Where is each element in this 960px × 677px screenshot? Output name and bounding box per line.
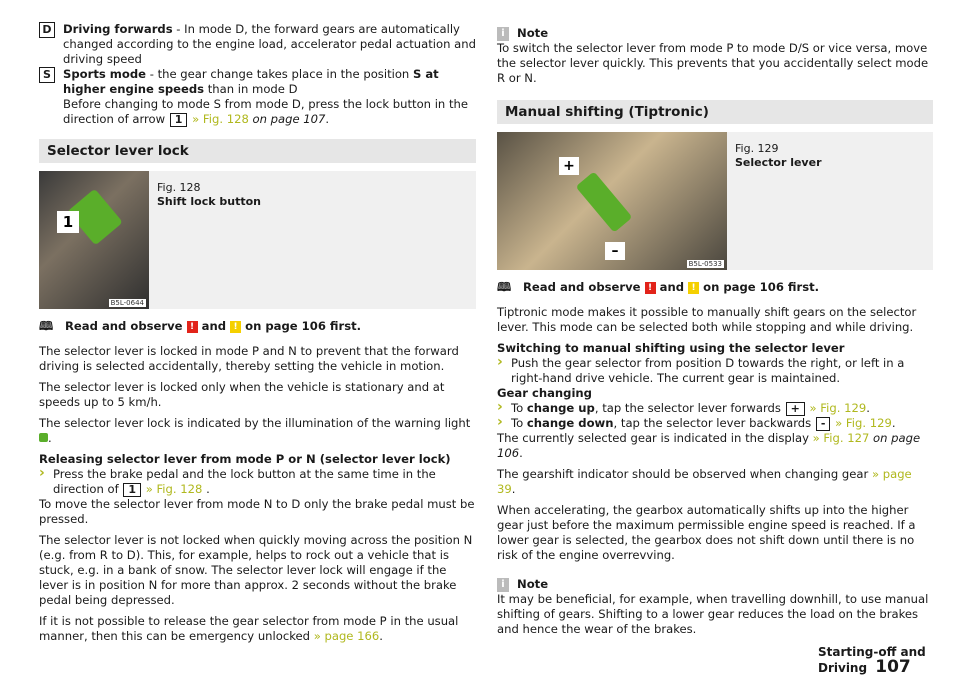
note-2-text: It may be beneficial, for example, when travelling downhill, to use manual shifting of gears. Shifting to a lower gear reduces the load on the brakes and hence the wear of the brakes.: [497, 592, 929, 636]
item-driving-forwards: [39, 22, 476, 67]
right-column: [497, 22, 933, 643]
fig-127-link[interactable]: » Fig. 127: [812, 431, 870, 445]
page-ref: on page 107: [252, 112, 326, 126]
image-code: B5L-0644: [110, 299, 144, 307]
caution-icon[interactable]: !: [230, 321, 241, 333]
figure-129: [497, 132, 933, 270]
s-text3: Before changing to mode S from mode D, press the lock button in the direction of arrow: [63, 97, 468, 126]
fig-number-2: Fig. 129: [735, 142, 779, 155]
fig-number: Fig. 128: [157, 181, 201, 194]
info-icon: i: [497, 27, 509, 41]
plus-box: +: [786, 402, 805, 416]
para-r4: When accelerating, the gearbox automatically shifts up into the higher gear just before the maximum permissible engine speed is reached. If a lower gear is selected, the gearbox does not shift down until there is no risk of the engine overrevving.: [497, 503, 916, 562]
page-footer: [818, 645, 960, 676]
note-heading-2: i Note: [497, 577, 933, 592]
info-icon: i: [497, 578, 509, 592]
d-text: - In mode D, the forward gears are automatically changed according to the engine load, accelerator pedal actuation and driving speed: [63, 22, 476, 66]
s-bold: S at higher engine speeds: [63, 67, 439, 96]
mode-s-tag: S: [39, 67, 55, 83]
book-icon: 🕮: [39, 319, 54, 333]
subheading-gear: Gear changing: [497, 386, 592, 400]
fig-129-link-2[interactable]: » Fig. 129: [835, 416, 892, 430]
arrow-1-box: 1: [170, 113, 188, 127]
read-and: and: [201, 319, 227, 333]
para-3: The selector lever lock is indicated by the illumination of the warning light .: [39, 416, 471, 445]
bullet-release: › Press the brake pedal and the lock button at the same time in the direction of 1 » Fig. 128 .: [39, 467, 476, 497]
fig-128-link[interactable]: » Fig. 128: [192, 112, 249, 126]
read-b: on page 106 first.: [245, 319, 362, 333]
page-166-link[interactable]: » page 166: [313, 629, 380, 643]
fig-128-link-2[interactable]: » Fig. 128: [145, 482, 203, 496]
selector-lever-image: [497, 132, 727, 270]
para-r3: The gearshift indicator should be observed when changing gear » page 39.: [497, 467, 912, 496]
item-sports-mode: S Sports mode - the gear change takes place in the position S at higher engine speeds than in mode D Before changing to mode S from mode D, press the lock button in the direction of arrow 1 » Fig. 128 on page 107.: [39, 67, 476, 127]
fig-title: Shift lock button: [157, 195, 262, 208]
bullet-change-up: › To change up, tap the selector lever forwards + » Fig. 129.: [497, 401, 933, 416]
note-1-text: To switch the selector lever from mode P to mode D/S or vice versa, move the selector lever quickly. This prevents that you accidentally select mode R or N.: [497, 41, 929, 85]
arrow-1-box-2: 1: [123, 483, 141, 497]
s-text1: - the gear change takes place in the position: [146, 67, 413, 81]
read-observe-line-2: 🕮 Read and observe ! and ! on page 106 first.: [497, 280, 820, 294]
page-number: 107: [875, 657, 911, 677]
plus-label: +: [559, 157, 579, 175]
bullet-switch: › Push the gear selector from position D towards the right, or left in a right-hand drive vehicle. The current gear is maintained.: [497, 356, 933, 386]
green-double-arrow-icon: [576, 171, 633, 232]
warning-light-icon: [39, 433, 48, 442]
para-r2: The currently selected gear is indicated in the display » Fig. 127 on page 106.: [497, 431, 921, 460]
para-6: If it is not possible to release the gear selector from mode P in the usual manner, then this can be emergency unlocked » page 166.: [39, 614, 459, 643]
image-code-2: B5L-0533: [688, 260, 722, 268]
minus-label: –: [605, 242, 625, 260]
note-heading-1: i Note: [497, 26, 933, 41]
caution-icon[interactable]: !: [688, 282, 699, 294]
page-39-link[interactable]: » page 39: [497, 467, 912, 496]
mode-d-tag: D: [39, 22, 55, 38]
shift-lock-image: [39, 171, 149, 309]
bullet-change-down: › To change down, tap the selector lever backwards - » Fig. 129.: [497, 416, 933, 431]
figure-128: [39, 171, 476, 309]
subheading-release: Releasing selector lever from mode P or N (selector lever lock): [39, 452, 451, 466]
d-title: Driving forwards: [63, 22, 173, 36]
read-a: Read and observe: [65, 319, 183, 333]
s-title: Sports mode: [63, 67, 147, 81]
footer-section: Starting-off and Driving: [818, 645, 926, 675]
para-1: The selector lever is locked in mode P and N to prevent that the forward driving is selected accidentally, thereby setting the vehicle in motion.: [39, 344, 459, 373]
fig-title-2: Selector lever: [735, 156, 822, 169]
fig-129-link[interactable]: » Fig. 129: [809, 401, 867, 415]
s-text2: than in mode D: [204, 82, 298, 96]
para-r1: Tiptronic mode makes it possible to manually shift gears on the selector lever. This mode can be selected both while stopping and while driving.: [497, 305, 917, 334]
warning-icon[interactable]: !: [645, 282, 656, 294]
para-2: The selector lever is locked only when the vehicle is stationary and at speeds up to 5 km/h.: [39, 380, 445, 409]
section-heading-tiptronic: Manual shifting (Tiptronic): [497, 100, 933, 124]
para-5: The selector lever is not locked when quickly moving across the position N (e.g. from R to D). This, for example, helps to rock out a vehicle that is stuck, e.g. in a bank of snow. The selector lever lock will engage if the lever is in position N for more than approx. 2 seconds without the brake pedal being depressed.: [39, 533, 473, 607]
minus-box: -: [816, 417, 831, 431]
left-column: [39, 22, 476, 650]
section-heading-lever-lock: Selector lever lock: [39, 139, 476, 163]
book-icon: 🕮: [497, 280, 512, 294]
read-observe-line: [39, 319, 476, 334]
warning-icon[interactable]: !: [187, 321, 198, 333]
para-4: To move the selector lever from mode N to D only the brake pedal must be pressed.: [39, 497, 475, 526]
fig-label-1: 1: [57, 211, 79, 233]
subheading-switch: Switching to manual shifting using the selector lever: [497, 341, 845, 355]
